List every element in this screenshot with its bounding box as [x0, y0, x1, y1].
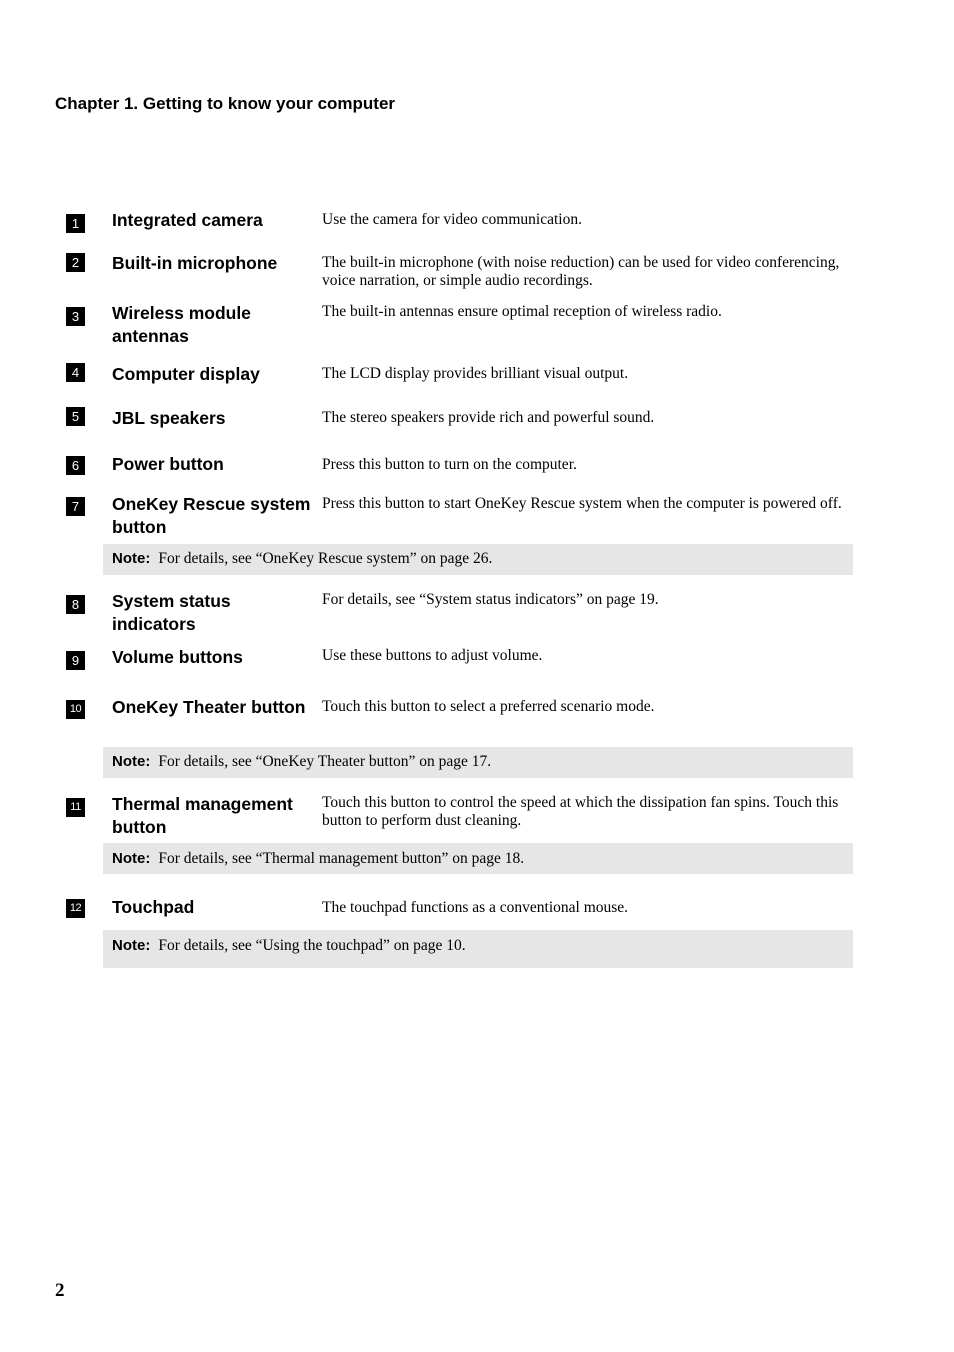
item-description: Touch this button to control the speed at which the dissipation fan spins. Touch this button to perform dust cleaning. [322, 794, 839, 829]
item-term: Touchpad [112, 897, 195, 917]
item-term: Power button [112, 454, 224, 474]
item-term: OneKey Rescue system button [112, 494, 311, 537]
item-number-badge: 10 [66, 700, 85, 719]
item-description: The built-in antennas ensure optimal reception of wireless radio. [322, 303, 722, 320]
item-number-badge: 9 [66, 651, 85, 670]
item-number-badge: 7 [66, 497, 85, 516]
item-number-badge: 12 [66, 899, 85, 918]
item-description: For details, see “System status indicators” on page 19. [322, 591, 659, 608]
item-description: Touch this button to select a preferred scenario mode. [322, 698, 655, 715]
note-label: Note: [112, 850, 151, 867]
item-term: JBL speakers [112, 408, 226, 428]
note-box [103, 930, 853, 968]
item-term: Built-in microphone [112, 253, 278, 273]
item-term: Volume buttons [112, 647, 243, 667]
item-number-badge: 5 [66, 407, 85, 426]
item-term: System status indicators [112, 591, 231, 634]
item-term: OneKey Theater button [112, 697, 306, 717]
item-number-badge: 4 [66, 363, 85, 382]
note-text: For details, see “OneKey Theater button” on page 17. [158, 753, 492, 770]
item-number-badge: 11 [66, 798, 85, 817]
item-description: The built-in microphone (with noise reduction) can be used for video conferencing, voice narration, or simple audio recordings. [322, 254, 840, 289]
note-label: Note: [112, 753, 151, 770]
chapter-title: Chapter 1. Getting to know your computer [55, 94, 396, 113]
item-term: Computer display [112, 364, 260, 384]
item-number-badge: 3 [66, 307, 85, 326]
note-box [103, 747, 853, 778]
note-text: For details, see “OneKey Rescue system” on page 26. [158, 550, 493, 567]
item-term: Integrated camera [112, 210, 263, 230]
page-number: 2 [55, 1280, 65, 1301]
item-term: Thermal management button [112, 794, 293, 837]
item-term: Wireless module antennas [112, 303, 251, 346]
item-number-badge: 1 [66, 214, 85, 233]
item-description: The touchpad functions as a conventional mouse. [322, 899, 629, 916]
note-box [103, 843, 853, 874]
item-number-badge: 8 [66, 595, 85, 614]
item-description: Use the camera for video communication. [322, 211, 582, 228]
item-number-badge: 6 [66, 456, 85, 475]
item-description: Press this button to turn on the computer. [322, 456, 577, 473]
item-description: Use these buttons to adjust volume. [322, 647, 543, 664]
note-box [103, 544, 853, 575]
note-text: For details, see “Using the touchpad” on page 10. [158, 937, 466, 954]
item-description: Press this button to start OneKey Rescue system when the computer is powered off. [322, 495, 842, 512]
note-label: Note: [112, 550, 151, 567]
item-description: The LCD display provides brilliant visual output. [322, 365, 629, 382]
note-label: Note: [112, 937, 151, 954]
item-description: The stereo speakers provide rich and powerful sound. [322, 409, 655, 426]
note-text: For details, see “Thermal management button” on page 18. [158, 850, 525, 867]
item-number-badge: 2 [66, 253, 85, 272]
